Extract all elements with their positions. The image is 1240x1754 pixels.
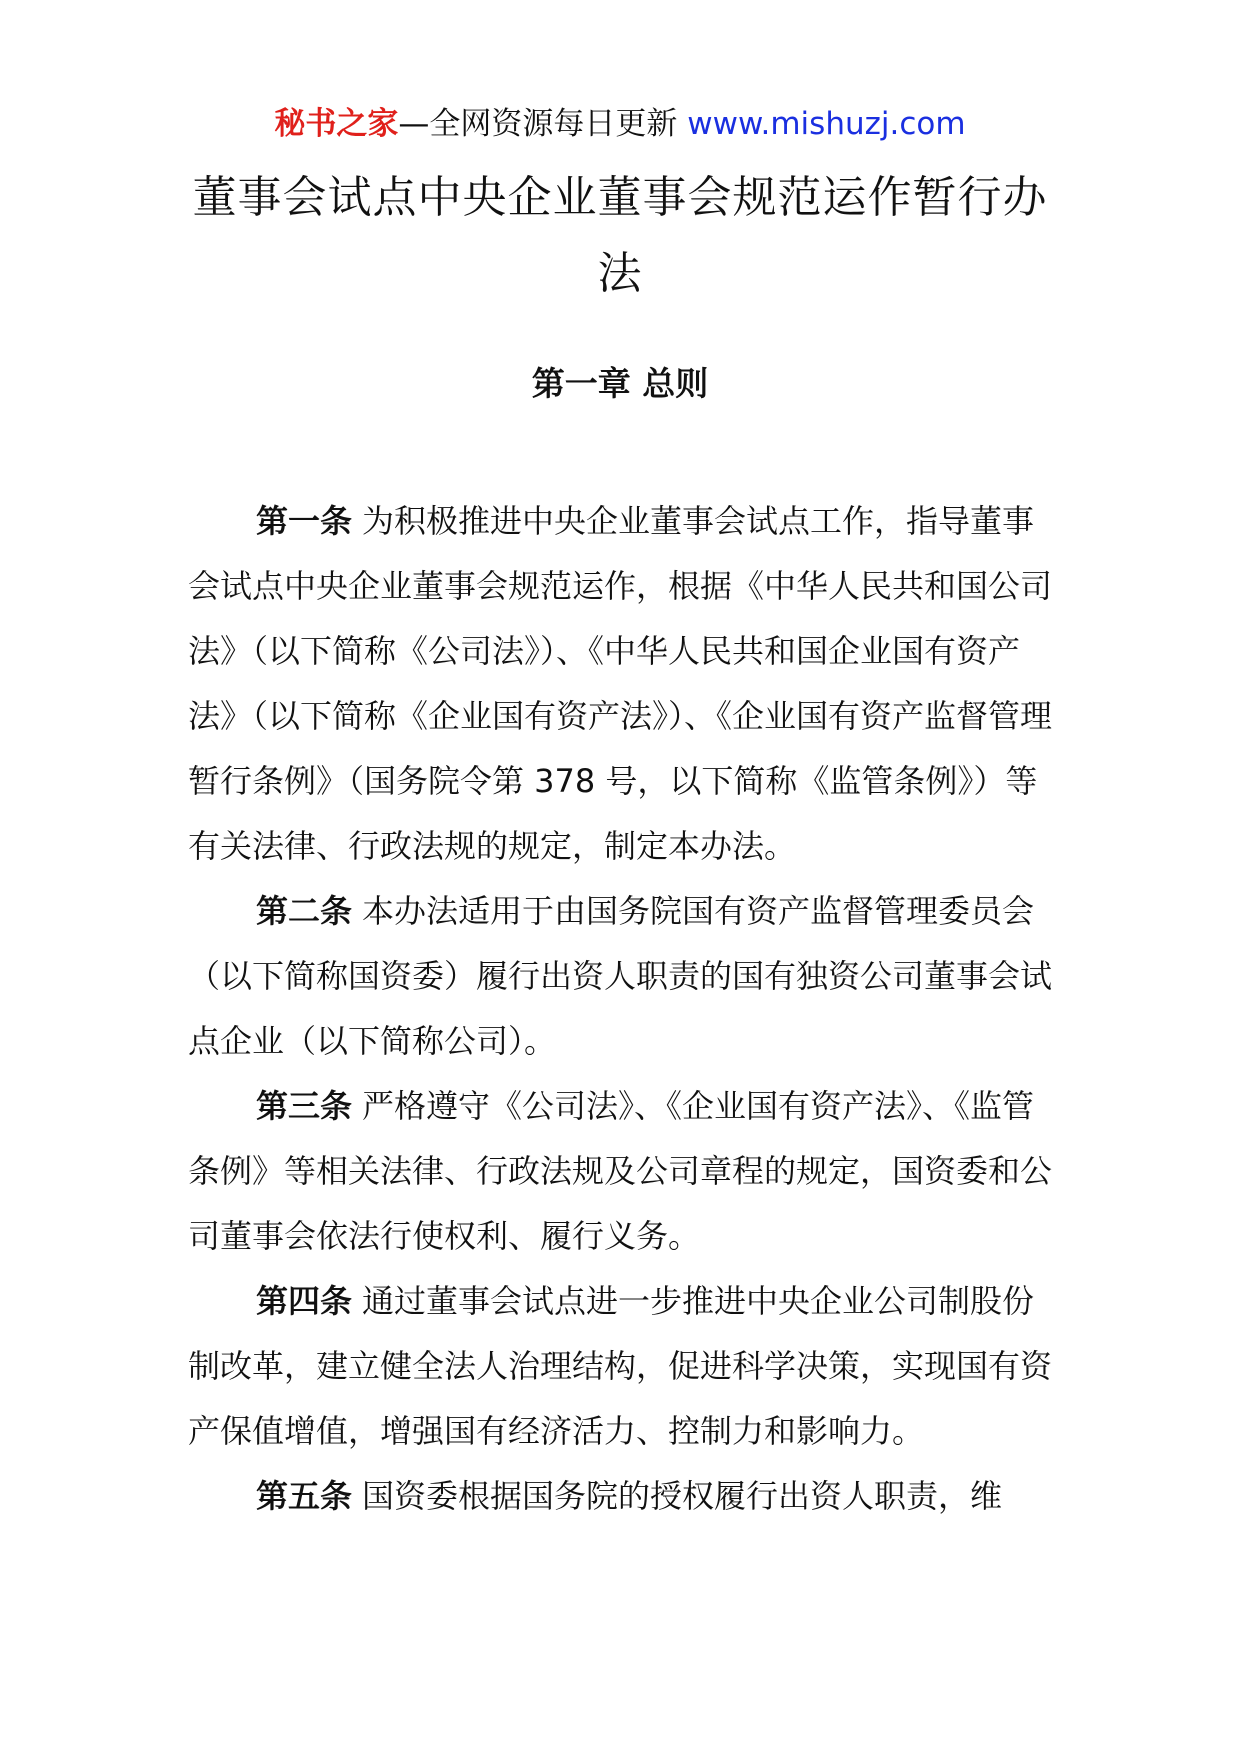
article-2 <box>188 879 1058 1074</box>
article-text: 严格遵守《公司法》、《企业国有资产法》、《监管条例》等相关法律、行政法规及公司章程的规定，国资委和公司董事会依法行使权利、履行义务。 <box>188 1087 1053 1255</box>
article-text: 本办法适用于由国务院国有资产监督管理委员会（以下简称国资委）履行出资人职责的国有独资公司董事会试点企业（以下简称公司）。 <box>188 892 1053 1060</box>
article-text: 国资委根据国务院的授权履行出资人职责，维 <box>362 1477 1003 1515</box>
article-label: 第一条 <box>256 502 353 540</box>
article-text: 为积极推进中央企业董事会试点工作，指导董事会试点中央企业董事会规范运作，根据《中华人民共和国公司法》（以下简称《公司法》）、《中华人民共和国企业国有资产法》（以下简称《企业国有资产法》）、《企业国有资产监督管理暂行条例》（国务院令第 378 号，以下简称《监管条例》）等有关法律、行政法规的规定，制定本办法。 <box>188 502 1053 865</box>
chapter-heading: 第一章 总则 <box>531 364 709 403</box>
article-label: 第二条 <box>256 892 353 930</box>
document-body <box>188 489 1058 1529</box>
article-4 <box>188 1269 1058 1464</box>
article-label: 第四条 <box>256 1282 353 1320</box>
article-text: 通过董事会试点进一步推进中央企业公司制股份制改革，建立健全法人治理结构，促进科学决策，实现国有资产保值增值，增强国有经济活力、控制力和影响力。 <box>188 1282 1053 1450</box>
article-1 <box>188 489 1058 879</box>
article-3 <box>188 1074 1058 1269</box>
document-title: 董事会试点中央企业董事会规范运作暂行办法 <box>192 172 1048 299</box>
site-url-link[interactable]: www.mishuzj.com <box>687 106 966 142</box>
article-label: 第三条 <box>256 1087 353 1125</box>
site-tagline: —全网资源每日更新 <box>398 106 678 142</box>
article-5 <box>188 1464 1058 1529</box>
article-label: 第五条 <box>256 1477 353 1515</box>
site-header <box>0 104 1240 144</box>
site-name: 秘书之家 <box>274 106 399 142</box>
